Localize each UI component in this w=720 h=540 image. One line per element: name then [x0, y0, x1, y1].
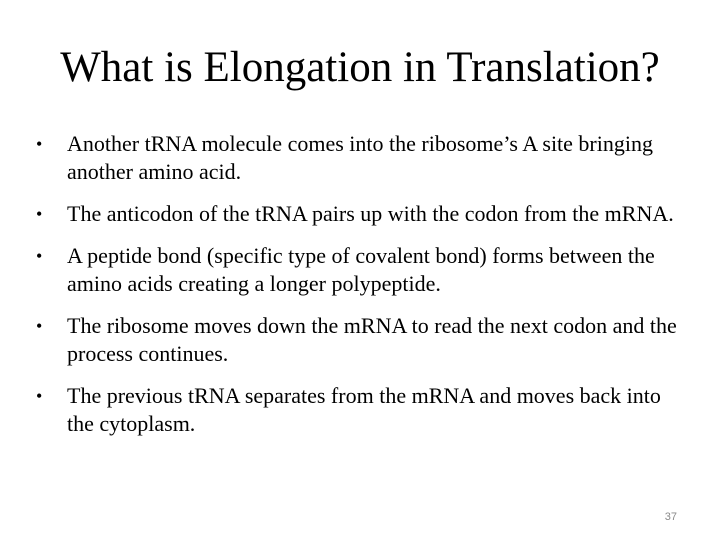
- bullet-text: The anticodon of the tRNA pairs up with the codon from the mRNA.: [67, 201, 674, 226]
- bullet-text: Another tRNA molecule comes into the ribosome’s A site bringing another amino acid.: [67, 131, 653, 184]
- bullet-icon: •: [36, 204, 43, 224]
- bullet-item: [36, 382, 686, 438]
- bullet-item: [36, 130, 686, 186]
- bullet-text: The previous tRNA separates from the mRNA and moves back into the cytoplasm.: [67, 383, 661, 436]
- bullet-icon: •: [36, 316, 43, 336]
- bullet-icon: •: [36, 386, 43, 406]
- bullet-list: [36, 130, 686, 452]
- bullet-icon: •: [36, 246, 43, 266]
- bullet-text: A peptide bond (specific type of covalent bond) forms between the amino acids creating a longer polypeptide.: [67, 243, 655, 296]
- bullet-text: The ribosome moves down the mRNA to read the next codon and the process continues.: [67, 313, 677, 366]
- page-number: 37: [664, 511, 677, 523]
- slide-title: What is Elongation in Translation?: [60, 44, 660, 91]
- bullet-icon: •: [36, 134, 43, 154]
- bullet-item: [36, 200, 686, 228]
- bullet-item: [36, 242, 686, 298]
- bullet-item: [36, 312, 686, 368]
